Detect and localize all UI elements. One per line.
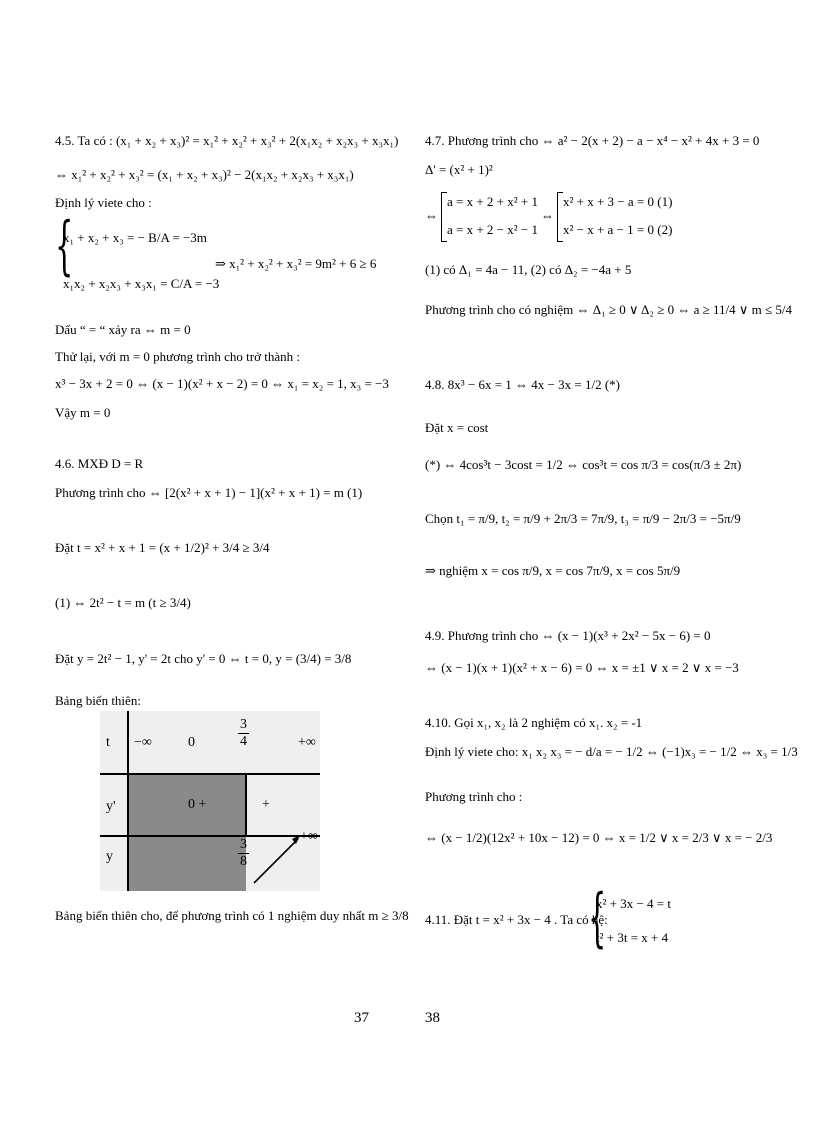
ex45-line4: Dấu “ = “ xảy ra ⇔ m = 0 <box>55 322 191 337</box>
table-yprime-plus: + <box>262 797 270 812</box>
ex411-system-row1: x² + 3x − 4 = t <box>596 896 672 911</box>
increase-arrow-icon <box>248 831 308 891</box>
ex411-line1: 4.11. Đặt t = x² + 3x − 4 . Ta có hệ: <box>425 912 608 927</box>
table-divider-v2 <box>245 773 247 835</box>
ex45-line1: 4.5. Ta có : (x₁ + x₂ + x₃)² = x₁² + x₂² + x₃² + 2(x₁x₂ + x₂x₃ + x₃x₁) <box>55 133 399 148</box>
ex48-line5: ⇒ nghiệm x = cos π/9, x = cos 7π/9, x = cos 5π/9 <box>425 563 681 578</box>
ex45-system-row2: x₁x₂ + x₂x₃ + x₃x₁ = C/A = −3 <box>63 276 220 291</box>
ex47-delta: Δ' = (x² + 1)² <box>425 162 493 177</box>
ex49-line1: 4.9. Phương trình cho ⇔ (x − 1)(x³ + 2x² − 5x − 6) = 0 <box>425 628 711 643</box>
ex48-line4: Chọn t₁ = π/9, t₂ = π/9 + 2π/3 = 7π/9, t₃ = π/9 − 2π/3 = −5π/9 <box>425 511 741 526</box>
ex46-table-heading: Bảng biến thiên: <box>55 693 141 708</box>
ex45-system-result: ⇒ x₁² + x₂² + x₃² = 9m² + 6 ≥ 6 <box>215 256 377 271</box>
ex411-system-row2: t² + 3t = x + 4 <box>596 930 669 945</box>
frac-num: 3 <box>240 837 247 852</box>
ex48-line2: Đặt x = cost <box>425 420 489 435</box>
table-yprime-label: y' <box>106 799 116 814</box>
equiv-icon: ⇔ <box>541 208 554 223</box>
ex46-line1: 4.6. MXĐ D = R <box>55 456 144 471</box>
table-divider-h1 <box>100 773 320 775</box>
table-shaded-region <box>128 775 246 891</box>
page-number-right: 38 <box>425 1010 440 1026</box>
ex45-line6: x³ − 3x + 2 = 0 ⇔ (x − 1)(x² + x − 2) = 0 ⇔ x₁ = x₂ = 1, x₃ = −3 <box>55 376 389 391</box>
ex46-line5: Đặt y = 2t² − 1, y' = 2t cho y' = 0 ⇔ t = 0, y = (3/4) = 3/8 <box>55 651 352 666</box>
ex47-case-b1: x² + x + 3 − a = 0 (1) <box>563 194 673 209</box>
ex47-line3: (1) có Δ₁ = 4a − 11, (2) có Δ₂ = −4a + 5 <box>425 262 632 277</box>
ex48-line3: (*) ⇔ 4cos³t − 3cost = 1/2 ⇔ cos³t = cos π/3 = cos(π/3 ± 2π) <box>425 457 742 472</box>
frac-den: 8 <box>240 854 247 869</box>
ex45-system-row1: x₁ + x₂ + x₃ = − B/A = −3m <box>63 230 207 245</box>
table-yprime-zero-plus: 0 + <box>188 797 207 812</box>
left-brace-icon: { <box>55 209 74 283</box>
table-t-minus-inf: −∞ <box>134 735 152 750</box>
frac-den: 4 <box>240 734 247 749</box>
ex45-line5: Thử lại, với m = 0 phương trình cho trở thành : <box>55 349 300 364</box>
ex411-system <box>588 881 698 955</box>
ex46-conclusion: Bảng biến thiên cho, để phương trình có 1 nghiệm duy nhất m ≥ 3/8 <box>55 908 409 923</box>
table-divider-v <box>127 711 129 891</box>
ex45-line2: ⇔ x₁² + x₂² + x₃² = (x₁ + x₂ + x₃)² − 2(x₁x₂ + x₂x₃ + x₃x₁) <box>55 167 354 182</box>
ex46-line4: (1) ⇔ 2t² − t = m (t ≥ 3/4) <box>55 595 191 610</box>
table-t-plus-inf: +∞ <box>298 735 316 750</box>
ex47-line4: Phương trình cho có nghiệm ⇔ Δ₁ ≥ 0 ∨ Δ₂ ≥ 0 ⇔ a ≥ 11/4 ∨ m ≤ 5/4 <box>425 302 792 317</box>
ex410-line2: Định lý viete cho: x₁ x₂ x₃ = − d/a = − 1/2 ⇔ (−1)x₃ = − 1/2 ⇔ x₃ = 1/3 <box>425 744 798 759</box>
table-y-plus-inf: +∞ <box>300 829 318 844</box>
ex47-system <box>425 192 685 252</box>
ex410-line3: Phương trình cho : <box>425 789 523 804</box>
ex47-case-b2: x² − x + a − 1 = 0 (2) <box>563 222 673 237</box>
ex410-line4: ⇔ (x − 1/2)(12x² + 10x − 12) = 0 ⇔ x = 1/2 ∨ x = 2/3 ∨ x = − 2/3 <box>425 830 773 845</box>
ex48-line1: 4.8. 8x³ − 6x = 1 ⇔ 4x − 3x = 1/2 (*) <box>425 377 620 392</box>
ex46-line3: Đặt t = x² + x + 1 = (x + 1/2)² + 3/4 ≥ 3/4 <box>55 540 270 555</box>
ex46-line2: Phương trình cho ⇔ [2(x² + x + 1) − 1](x² + x + 1) = m (1) <box>55 485 363 500</box>
ex45-viete-system <box>55 210 375 300</box>
ex47-case-a2: a = x + 2 − x² − 1 <box>447 222 538 237</box>
table-t-three-quarters <box>238 717 249 750</box>
ex45-viete-heading: Định lý viete cho : <box>55 195 152 210</box>
table-t-zero: 0 <box>188 735 195 750</box>
table-y-label: y <box>106 849 113 864</box>
frac-num: 3 <box>240 717 247 732</box>
ex49-line2: ⇔ (x − 1)(x + 1)(x² + x − 6) = 0 ⇔ x = ±1 ∨ x = 2 ∨ x = −3 <box>425 660 739 675</box>
equiv-icon: ⇔ <box>425 208 438 223</box>
ex45-conclusion: Vậy m = 0 <box>55 405 111 420</box>
variation-table <box>100 711 320 891</box>
left-brace-icon: { <box>588 881 607 955</box>
table-t-label: t <box>106 735 110 750</box>
ex47-case-a1: a = x + 2 + x² + 1 <box>447 194 538 209</box>
page-number-left: 37 <box>354 1010 369 1026</box>
ex410-line1: 4.10. Gọi x₁, x₂ là 2 nghiệm có x₁. x₂ = -1 <box>425 715 643 730</box>
ex47-line1: 4.7. Phương trình cho ⇔ a² − 2(x + 2) − a − x⁴ − x² + 4x + 3 = 0 <box>425 133 760 148</box>
